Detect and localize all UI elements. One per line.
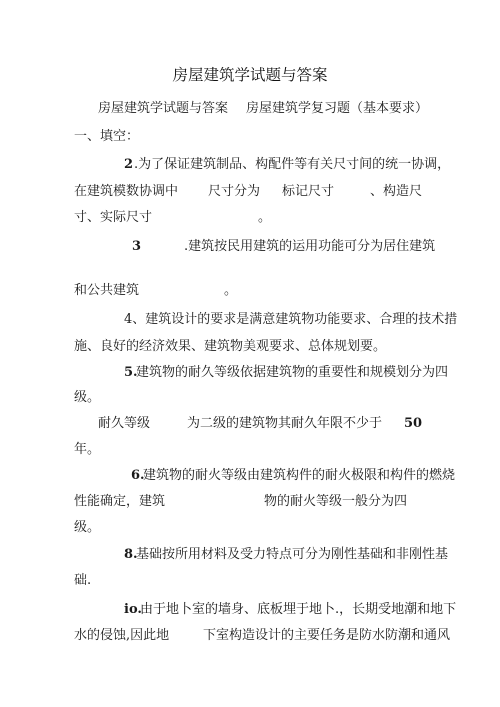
q10-text-1: 由于地卜室的墙身、底板埋于地卜.，长期受地潮和地下 bbox=[140, 602, 457, 617]
q3-text-2a: 和公共建筑 bbox=[74, 283, 140, 298]
q4-line-2 bbox=[0, 337, 500, 357]
q2-line-1 bbox=[0, 155, 500, 175]
q10-line-1 bbox=[0, 600, 500, 620]
q2-line-3 bbox=[0, 208, 500, 228]
q5-line-4 bbox=[0, 440, 500, 460]
q2-text-3b: 。 bbox=[258, 210, 272, 225]
section-fill-label: 一、填空： bbox=[74, 129, 140, 144]
q2-number: 2 bbox=[124, 157, 134, 172]
q6-text-3: 级。 bbox=[74, 520, 101, 535]
q8-text-2: 础. bbox=[74, 573, 92, 588]
q3-line-1 bbox=[0, 237, 500, 257]
q4-text-2: 施、良好的经济效果、建筑物美观要求、总体规划要。 bbox=[74, 339, 387, 354]
q5-text-1: 建筑物的耐久等级依据建筑物的重要性和规模划分为四 bbox=[136, 365, 449, 380]
q6-number: 6. bbox=[131, 468, 145, 483]
header-right: 房屋建筑学复习题（基本要求） bbox=[246, 101, 429, 116]
q2-text-3a: 寸、实际尺寸 bbox=[74, 210, 153, 225]
q6-text-2a: 性能确定，建筑 bbox=[74, 494, 166, 509]
q10-number: io. bbox=[124, 602, 142, 617]
q5-text-2: 级。 bbox=[74, 390, 101, 405]
q5-line-2 bbox=[0, 388, 500, 408]
q3-text-1: .建筑按民用建筑的运用功能可分为居住建筑 bbox=[184, 239, 436, 254]
q6-line-2 bbox=[0, 492, 500, 512]
q2-text-2c: 标记尺寸 bbox=[282, 184, 335, 199]
q5-text-4: 年。 bbox=[74, 442, 101, 457]
q6-text-2b: 物的耐火等级一般分为四 bbox=[264, 494, 408, 509]
q5-years: 50 bbox=[404, 416, 423, 431]
q3-number: 3 bbox=[132, 239, 142, 254]
q5-text-3b: 为二级的建筑物其耐久年限不少于 bbox=[187, 416, 383, 431]
q2-text-2a: 在建筑模数协调中 bbox=[74, 184, 179, 199]
q5-text-3a: 耐久等级 bbox=[98, 416, 151, 431]
q10-text-2b: 下室构造设计的主要任务是防水防潮和通风 bbox=[203, 628, 451, 643]
q6-line-1 bbox=[0, 466, 500, 486]
q6-text-1: 建筑物的耐火等级由建筑构件的耐火极限和构件的燃烧 bbox=[143, 468, 456, 483]
header-line bbox=[0, 99, 500, 119]
q2-text-1: .为了保证建筑制品、构配件等有关尺寸间的统一协调， bbox=[134, 157, 451, 172]
q8-number: 8. bbox=[124, 547, 138, 562]
q8-line-1 bbox=[0, 545, 500, 565]
q2-text-2b: 尺寸分为 bbox=[208, 184, 261, 199]
header-left: 房屋建筑学试题与答案 bbox=[98, 101, 229, 116]
q3-text-2b: 。 bbox=[224, 283, 238, 298]
q10-line-2 bbox=[0, 626, 500, 646]
q6-line-3 bbox=[0, 518, 500, 538]
q4-text-1: 4、建筑设计的要求是满意建筑物功能要求、合理的技术措 bbox=[124, 312, 458, 327]
q2-text-2d: 、构造尺 bbox=[370, 184, 423, 199]
q5-line-1 bbox=[0, 363, 500, 383]
q8-text-1: 基础按所用材料及受力特点可分为刚性基础和非刚性基 bbox=[136, 547, 449, 562]
q2-line-2 bbox=[0, 182, 500, 202]
q8-line-2 bbox=[0, 571, 500, 591]
q3-line-2 bbox=[0, 281, 500, 301]
document-title: 房屋建筑学试题与答案 bbox=[172, 66, 328, 84]
q5-line-3 bbox=[0, 414, 500, 434]
q10-text-2a: 水的侵蚀,因此地 bbox=[74, 628, 170, 643]
q4-line-1 bbox=[0, 310, 500, 330]
section-heading bbox=[0, 127, 500, 147]
q5-number: 5. bbox=[124, 365, 138, 380]
